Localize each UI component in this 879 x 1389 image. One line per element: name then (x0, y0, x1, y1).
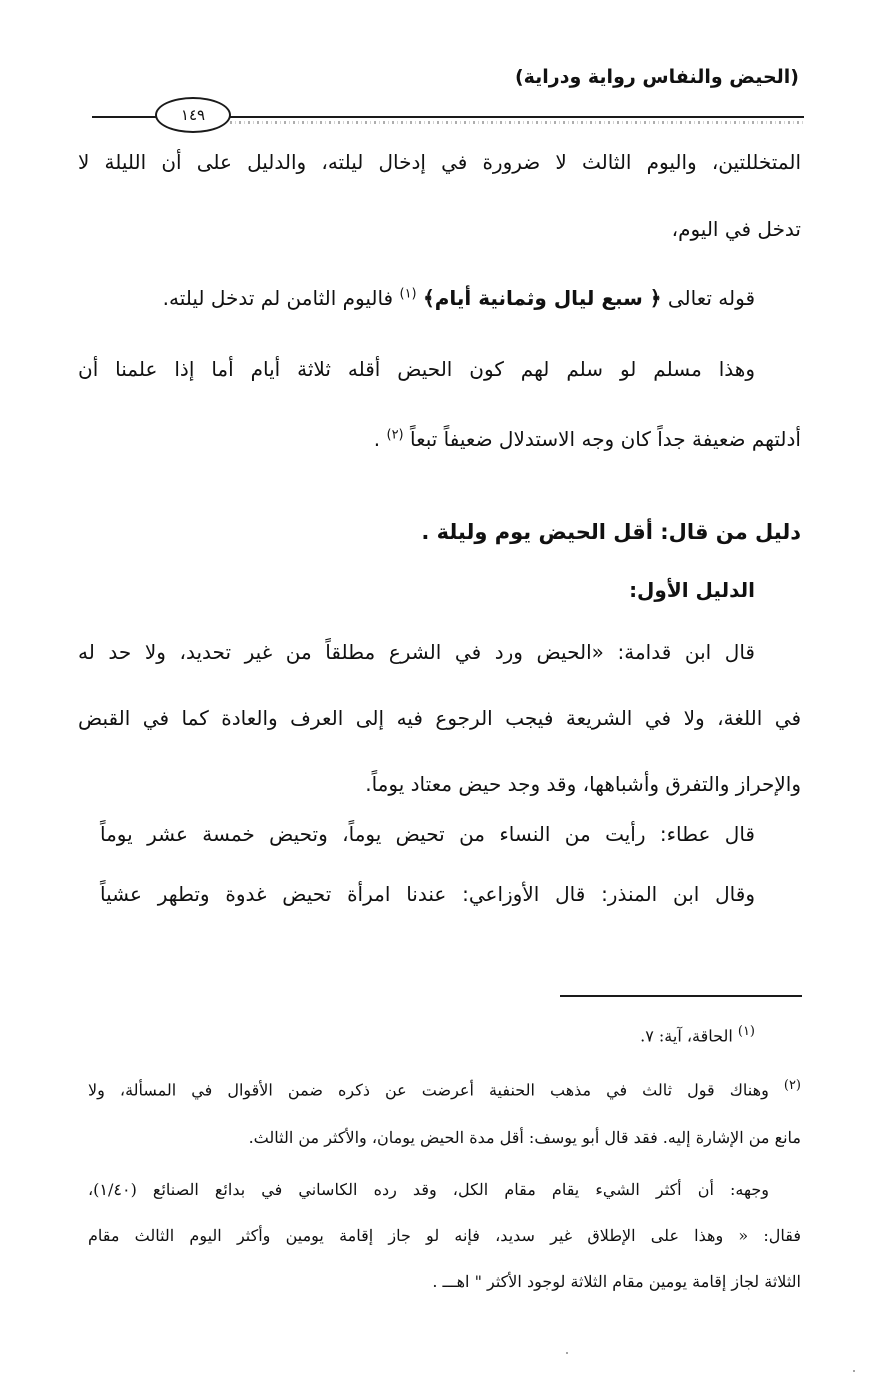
body-line-5-text: أدلتهم ضعيفة جداً كان وجه الاستدلال ضعيفاً تبعاً (409, 427, 801, 451)
body-line-5 (374, 427, 801, 451)
body-line-9: قال عطاء: رأيت من النساء من تحيض يوماً، وتحيض خمسة عشر يوماً (100, 822, 755, 846)
scan-speck (853, 1370, 855, 1372)
body-line-8: والإحراز والتفرق وأشباهها، وقد وجد حيض معتاد يوماً. (365, 772, 801, 796)
quran-citation-line (163, 286, 755, 310)
footnote-1-marker: (١) (737, 1024, 755, 1039)
section-subheading: الدليل الأول: (629, 578, 755, 602)
body-line-7: في اللغة، ولا في الشريعة فيجب الرجوع فيه إلى العرف والعادة كما في القبض (78, 706, 801, 730)
footnote-2-line-5: الثلاثة لجاز إقامة يومين مقام الثلاثة لوجود الأكثر " اهـــ . (432, 1272, 801, 1291)
footnote-2-line-2: مانع من الإشارة إليه. فقد قال أبو يوسف: أقل مدة الحيض يومان، والأكثر من الثالث. (248, 1128, 801, 1147)
body-line-1: المتخللتين، واليوم الثالث لا ضرورة في إدخال ليلته، والدليل على أن الليلة لا (78, 150, 801, 174)
footnote-2-line-4: فقال: « وهذا على الإطلاق غير سديد، فإنه لو جاز إقامة يومين وأكثر اليوم الثالث مقام (88, 1226, 801, 1245)
footnote-1-text: الحاقة، آية: ٧. (640, 1026, 733, 1046)
footnote-2-line-1 (88, 1078, 801, 1099)
quran-verse: ﴿ سبع ليال وثمانية أيام﴾ (422, 286, 662, 310)
running-title: (الحيض والنفاس رواية ودراية) (514, 66, 799, 88)
footnote-2-marker: (٢) (783, 1078, 801, 1093)
footnote-1 (640, 1024, 755, 1045)
body-line-4: وهذا مسلم لو سلم لهم كون الحيض أقله ثلاثة أيام أما إذا علمنا أن (78, 357, 755, 381)
section-heading: دليل من قال: أقل الحيض يوم وليلة . (421, 520, 801, 544)
body-line-10: وقال ابن المنذر: قال الأوزاعي: عندنا امرأة تحيض غدوة وتطهر عشياً (100, 882, 755, 906)
scan-speck (566, 1352, 568, 1354)
body-line-2: تدخل في اليوم، (671, 217, 801, 241)
footnote-ref-1: (١) (399, 286, 417, 302)
page-number: ١٤٩ (155, 97, 231, 133)
footnote-2-line-3: وجهه: أن أكثر الشيء يقام مقام الكل، وقد رده الكاساني في بدائع الصنائع (١/٤٠)، (88, 1180, 769, 1199)
body-line-6: قال ابن قدامة: «الحيض ورد في الشرع مطلقاً من غير تحديد، ولا حد له (78, 640, 755, 664)
body-line-5-end: . (373, 427, 381, 451)
citation-after: فاليوم الثامن لم تدخل ليلته. (162, 286, 394, 310)
citation-intro: قوله تعالى (667, 286, 755, 310)
footnote-2-text-1: وهناك قول ثالث في مذهب الحنفية أعرضت عن ذكره ضمن الأقوال في المسألة، ولا (88, 1080, 769, 1100)
footnote-ref-2: (٢) (386, 427, 404, 443)
footnote-separator (560, 995, 802, 997)
header-rule-texture (230, 121, 804, 124)
